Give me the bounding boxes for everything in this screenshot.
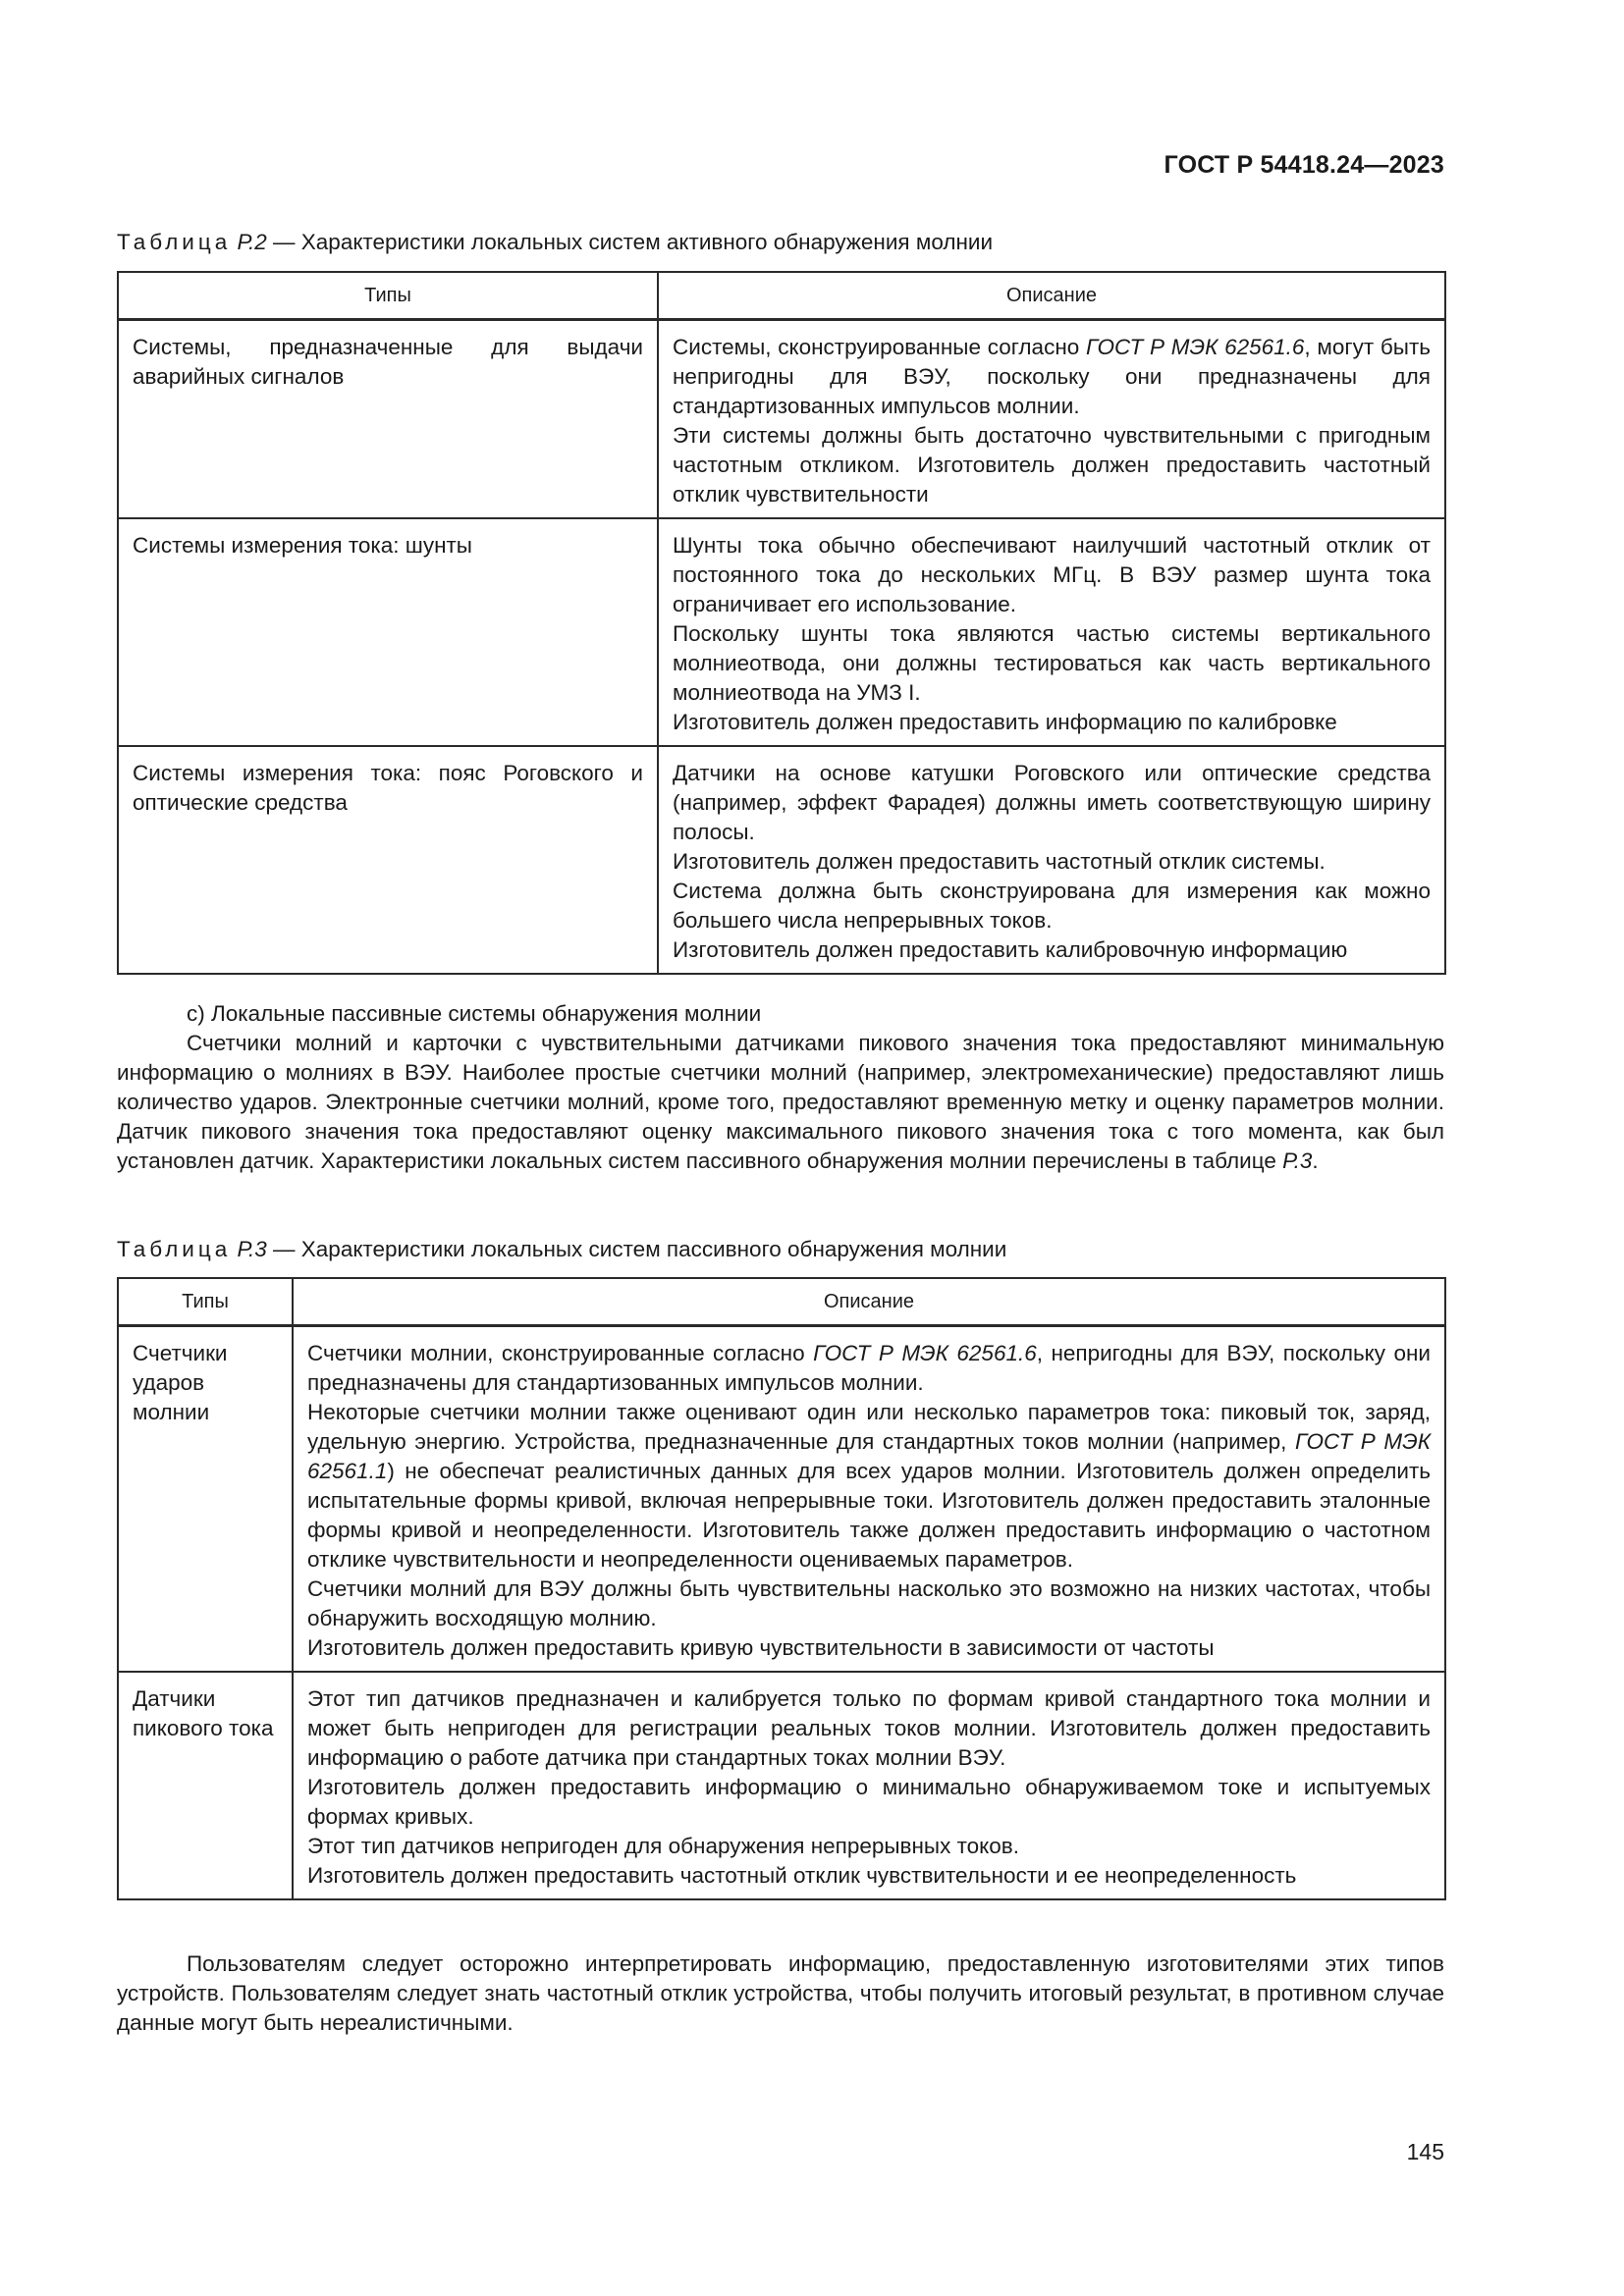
table-reference: Р.3 xyxy=(1282,1148,1313,1173)
description-paragraph: Некоторые счетчики молнии также оценивают один или несколько параметров тока: пиковый ток, заряд, удельную энергию. Устройства, предназначенные для стандартных токов молнии (например, ГОСТ Р МЭК 62561.1) не обеспечат реалистичных данных для всех ударов молнии. Изготовитель должен определить испытательные формы кривой, включая непрерывные токи. Изготовитель должен предоставить эталонные формы кривой и неопределенности. Изготовитель также должен предоставить информацию о частотном отклике чувствительности и неопределенности оцениваемых параметров. xyxy=(307,1400,1431,1572)
standard-reference: ГОСТ Р МЭК 62561.1 xyxy=(307,1429,1431,1483)
caption-number: Р.2 xyxy=(237,230,267,254)
caption-text: — Характеристики локальных систем пассивного обнаружения молнии xyxy=(266,1237,1007,1261)
table-p2-caption xyxy=(117,228,993,257)
cell-type: Системы, предназначенные для выдачи аварийных сигналов xyxy=(118,320,658,519)
description-paragraph: Датчики на основе катушки Роговского или оптические средства (например, эффект Фарадея) должны иметь соответствующую ширину полосы. xyxy=(673,761,1431,844)
caption-number: Р.3 xyxy=(237,1237,267,1261)
table-row xyxy=(118,746,1445,974)
description-paragraph: Счетчики молний для ВЭУ должны быть чувствительны насколько это возможно на низких частотах, чтобы обнаружить восходящую молнию. xyxy=(307,1576,1431,1630)
description-paragraph: Шунты тока обычно обеспечивают наилучший частотный отклик от постоянного тока до нескольких МГц. В ВЭУ размер шунта тока ограничивает его использование. xyxy=(673,533,1431,616)
description-paragraph: Изготовитель должен предоставить информацию о минимально обнаруживаемом токе и испытуемых формах кривых. xyxy=(307,1775,1431,1829)
description-paragraph: Изготовитель должен предоставить кривую чувствительности в зависимости от частоты xyxy=(307,1635,1215,1660)
description-paragraph: Система должна быть сконструирована для измерения как можно большего числа непрерывных токов. xyxy=(673,879,1431,933)
cell-description xyxy=(658,746,1445,974)
closing-paragraph: Пользователям следует осторожно интерпретировать информацию, предоставленную изготовителями этих типов устройств. Пользователям следует знать частотный отклик устройства, чтобы получить итоговый результат, в противном случае данные могут быть нереалистичными. xyxy=(117,1951,1444,2035)
table-p3 xyxy=(117,1277,1446,1900)
description-paragraph: Изготовитель должен предоставить частотный отклик чувствительности и ее неопределенность xyxy=(307,1863,1297,1888)
table-header-description: Описание xyxy=(293,1278,1445,1326)
section-c xyxy=(117,999,1444,1176)
description-paragraph: Этот тип датчиков предназначен и калибруется только по формам кривой стандартного тока молнии и может быть непригоден для регистрации реальных токов молнии. Изготовитель должен предоставить информацию о работе датчика при стандартных токах молнии ВЭУ. xyxy=(307,1686,1431,1770)
description-paragraph: Эти системы должны быть достаточно чувствительными с пригодным частотным откликом. Изготовитель должен предоставить частотный отклик чувствительности xyxy=(673,423,1431,507)
cell-type: Счетчики ударов молнии xyxy=(118,1326,293,1673)
table-row xyxy=(118,1326,1445,1673)
cell-description xyxy=(658,518,1445,746)
section-paragraph: Счетчики молний и карточки с чувствительными датчиками пикового значения тока предоставляют минимальную информацию о молниях в ВЭУ. Наиболее простые счетчики молний (например, электромеханические) предоставляют лишь количество ударов. Электронные счетчики молний, кроме того, предоставляют временную метку и оценку параметров молнии. Датчик пикового значения тока предоставляют оценку максимального пикового значения тока с того момента, как был установлен датчик. Характеристики локальных систем пассивного обнаружения молнии перечислены в таблице Р.3. xyxy=(117,1031,1444,1173)
caption-word: Таблица xyxy=(117,230,232,254)
description-paragraph: Счетчики молнии, сконструированные согласно ГОСТ Р МЭК 62561.6, непригодны для ВЭУ, поскольку они предназначены для стандартизованных импульсов молнии. xyxy=(307,1341,1432,1395)
cell-type: Датчики пикового тока xyxy=(118,1672,293,1899)
cell-description xyxy=(293,1672,1445,1899)
section-heading: c) Локальные пассивные системы обнаружения молнии xyxy=(187,1001,762,1026)
description-paragraph: Изготовитель должен предоставить информацию по калибровке xyxy=(673,710,1337,734)
table-row xyxy=(118,320,1445,519)
table-header-types: Типы xyxy=(118,272,658,320)
caption-text: — Характеристики локальных систем активного обнаружения молнии xyxy=(266,230,994,254)
cell-type: Системы измерения тока: шунты xyxy=(118,518,658,746)
table-row xyxy=(118,518,1445,746)
cell-description xyxy=(293,1326,1445,1673)
cell-description xyxy=(658,320,1445,519)
description-paragraph: Поскольку шунты тока являются частью системы вертикального молниеотвода, они должны тестироваться как часть вертикального молниеотвода на УМЗ I. xyxy=(673,621,1431,705)
table-row xyxy=(118,1672,1445,1899)
description-paragraph: Изготовитель должен предоставить калибровочную информацию xyxy=(673,937,1348,962)
cell-type: Системы измерения тока: пояс Роговского и оптические средства xyxy=(118,746,658,974)
table-p2 xyxy=(117,271,1446,975)
caption-word: Таблица xyxy=(117,1237,232,1261)
table-p3-caption xyxy=(117,1235,1006,1264)
document-code: ГОСТ Р 54418.24—2023 xyxy=(1164,151,1444,179)
table-header-description: Описание xyxy=(658,272,1445,320)
description-paragraph: Системы, сконструированные согласно ГОСТ Р МЭК 62561.6, могут быть непригодны для ВЭУ, поскольку они предназначены для стандартизованных импульсов молнии. xyxy=(673,335,1431,418)
description-paragraph: Изготовитель должен предоставить частотный отклик системы. xyxy=(673,849,1326,874)
table-header-types: Типы xyxy=(118,1278,293,1326)
standard-reference: ГОСТ Р МЭК 62561.6 xyxy=(1086,335,1305,359)
page-number: 145 xyxy=(1406,2139,1444,2164)
standard-reference: ГОСТ Р МЭК 62561.6 xyxy=(813,1341,1037,1365)
description-paragraph: Этот тип датчиков непригоден для обнаружения непрерывных токов. xyxy=(307,1834,1019,1858)
